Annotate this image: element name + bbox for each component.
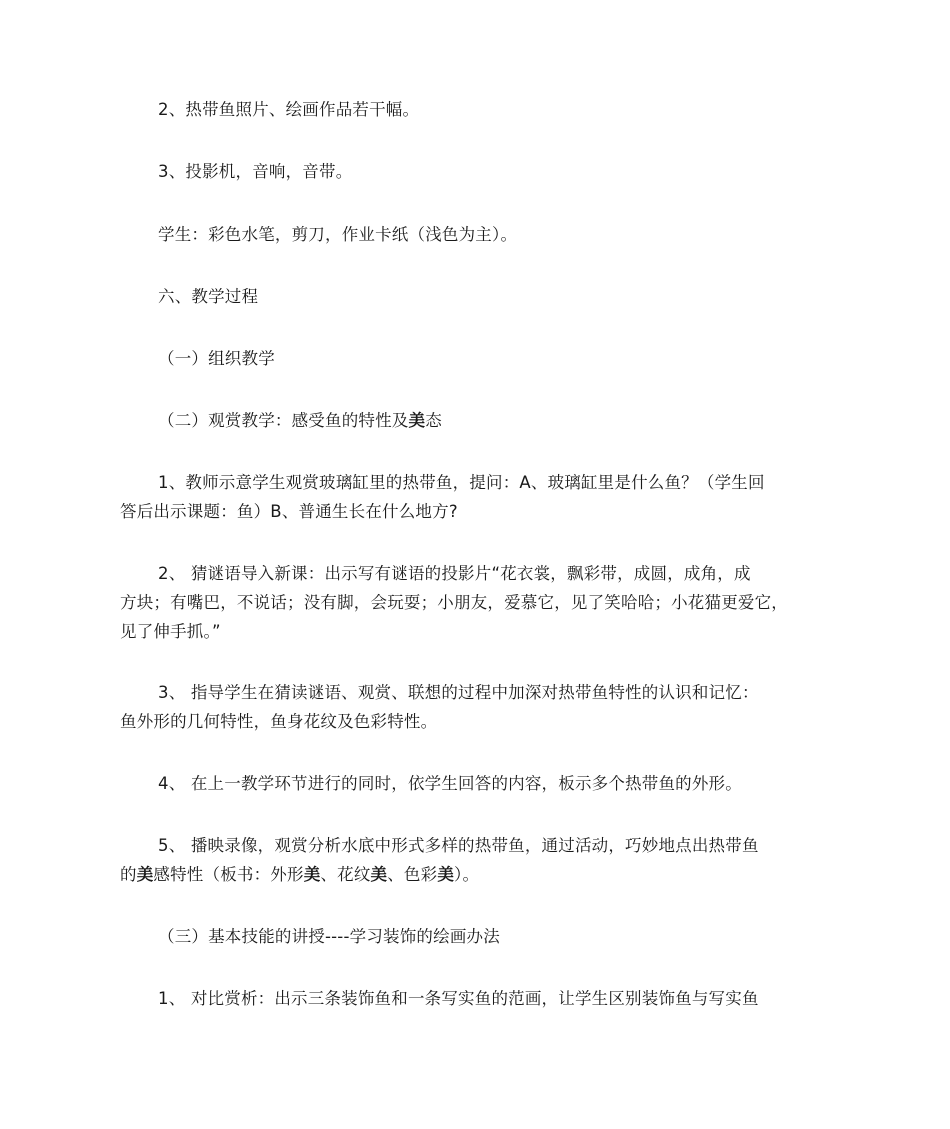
paragraph-line: 2、 猜谜语导入新课：出示写有谜语的投影片“花衣裳，飘彩带，成圆，成角，成 [158, 564, 751, 583]
emphasis-beauty: 美 [437, 865, 455, 884]
emphasis-beauty: 美 [408, 411, 426, 430]
subsection-appreciation-tail: 态 [425, 411, 442, 430]
text-run: 、色彩 [387, 865, 438, 884]
section-heading-teaching-process: 六、教学过程 [158, 287, 259, 306]
paragraph-line: 鱼外形的几何特性，鱼身花纹及色彩特性。 [120, 712, 438, 731]
paragraph-line [120, 860, 836, 889]
paragraph-line: 方块；有嘴巴，不说话；没有脚，会玩耍；小朋友，爱慕它，见了笑哈哈；小花猫更爱它， [120, 593, 788, 612]
text-run: 感特性（板书：外形 [153, 865, 304, 884]
emphasis-beauty: 美 [370, 865, 388, 884]
materials-item-3: 3、投影机，音响，音带。 [158, 162, 353, 181]
paragraph-step-comparison: 1、 对比赏析：出示三条装饰鱼和一条写实鱼的范画，让学生区别装饰鱼与写实鱼 [158, 989, 759, 1008]
emphasis-beauty: 美 [136, 865, 154, 884]
subsection-organize-teaching: （一）组织教学 [158, 349, 275, 368]
paragraph-step-2 [120, 559, 836, 646]
paragraph-step-4: 4、 在上一教学环节进行的同时，依学生回答的内容，板示多个热带鱼的外形。 [158, 774, 742, 793]
emphasis-beauty: 美 [303, 865, 321, 884]
materials-item-2: 2、热带鱼照片、绘画作品若干幅。 [158, 100, 420, 119]
paragraph-line: 1、教师示意学生观赏玻璃缸里的热带鱼，提问：A、玻璃缸里是什么鱼？（学生回 [158, 473, 765, 492]
paragraph-step-1 [120, 468, 836, 526]
paragraph-line: 答后出示课题：鱼）B、普通生长在什么地方? [120, 502, 458, 521]
text-run: 的 [120, 865, 137, 884]
text-run: 、花纹 [320, 865, 371, 884]
paragraph-line: 见了伸手抓。” [120, 622, 221, 641]
paragraph-step-3 [120, 678, 836, 736]
paragraph-step-5 [120, 831, 836, 889]
paragraph-line: 5、 播映录像，观赏分析水底中形式多样的热带鱼，通过活动，巧妙地点出热带鱼 [158, 836, 759, 855]
subsection-appreciation-text: （二）观赏教学：感受鱼的特性及 [158, 411, 409, 430]
student-materials: 学生：彩色水笔，剪刀，作业卡纸（浅色为主）。 [158, 225, 518, 244]
subsection-basic-skills: （三）基本技能的讲授----学习装饰的绘画办法 [158, 927, 500, 946]
subsection-appreciation [158, 406, 878, 435]
paragraph-line: 3、 指导学生在猜读谜语、观赏、联想的过程中加深对热带鱼特性的认识和记忆： [158, 683, 759, 702]
text-run: ）。 [454, 865, 480, 884]
